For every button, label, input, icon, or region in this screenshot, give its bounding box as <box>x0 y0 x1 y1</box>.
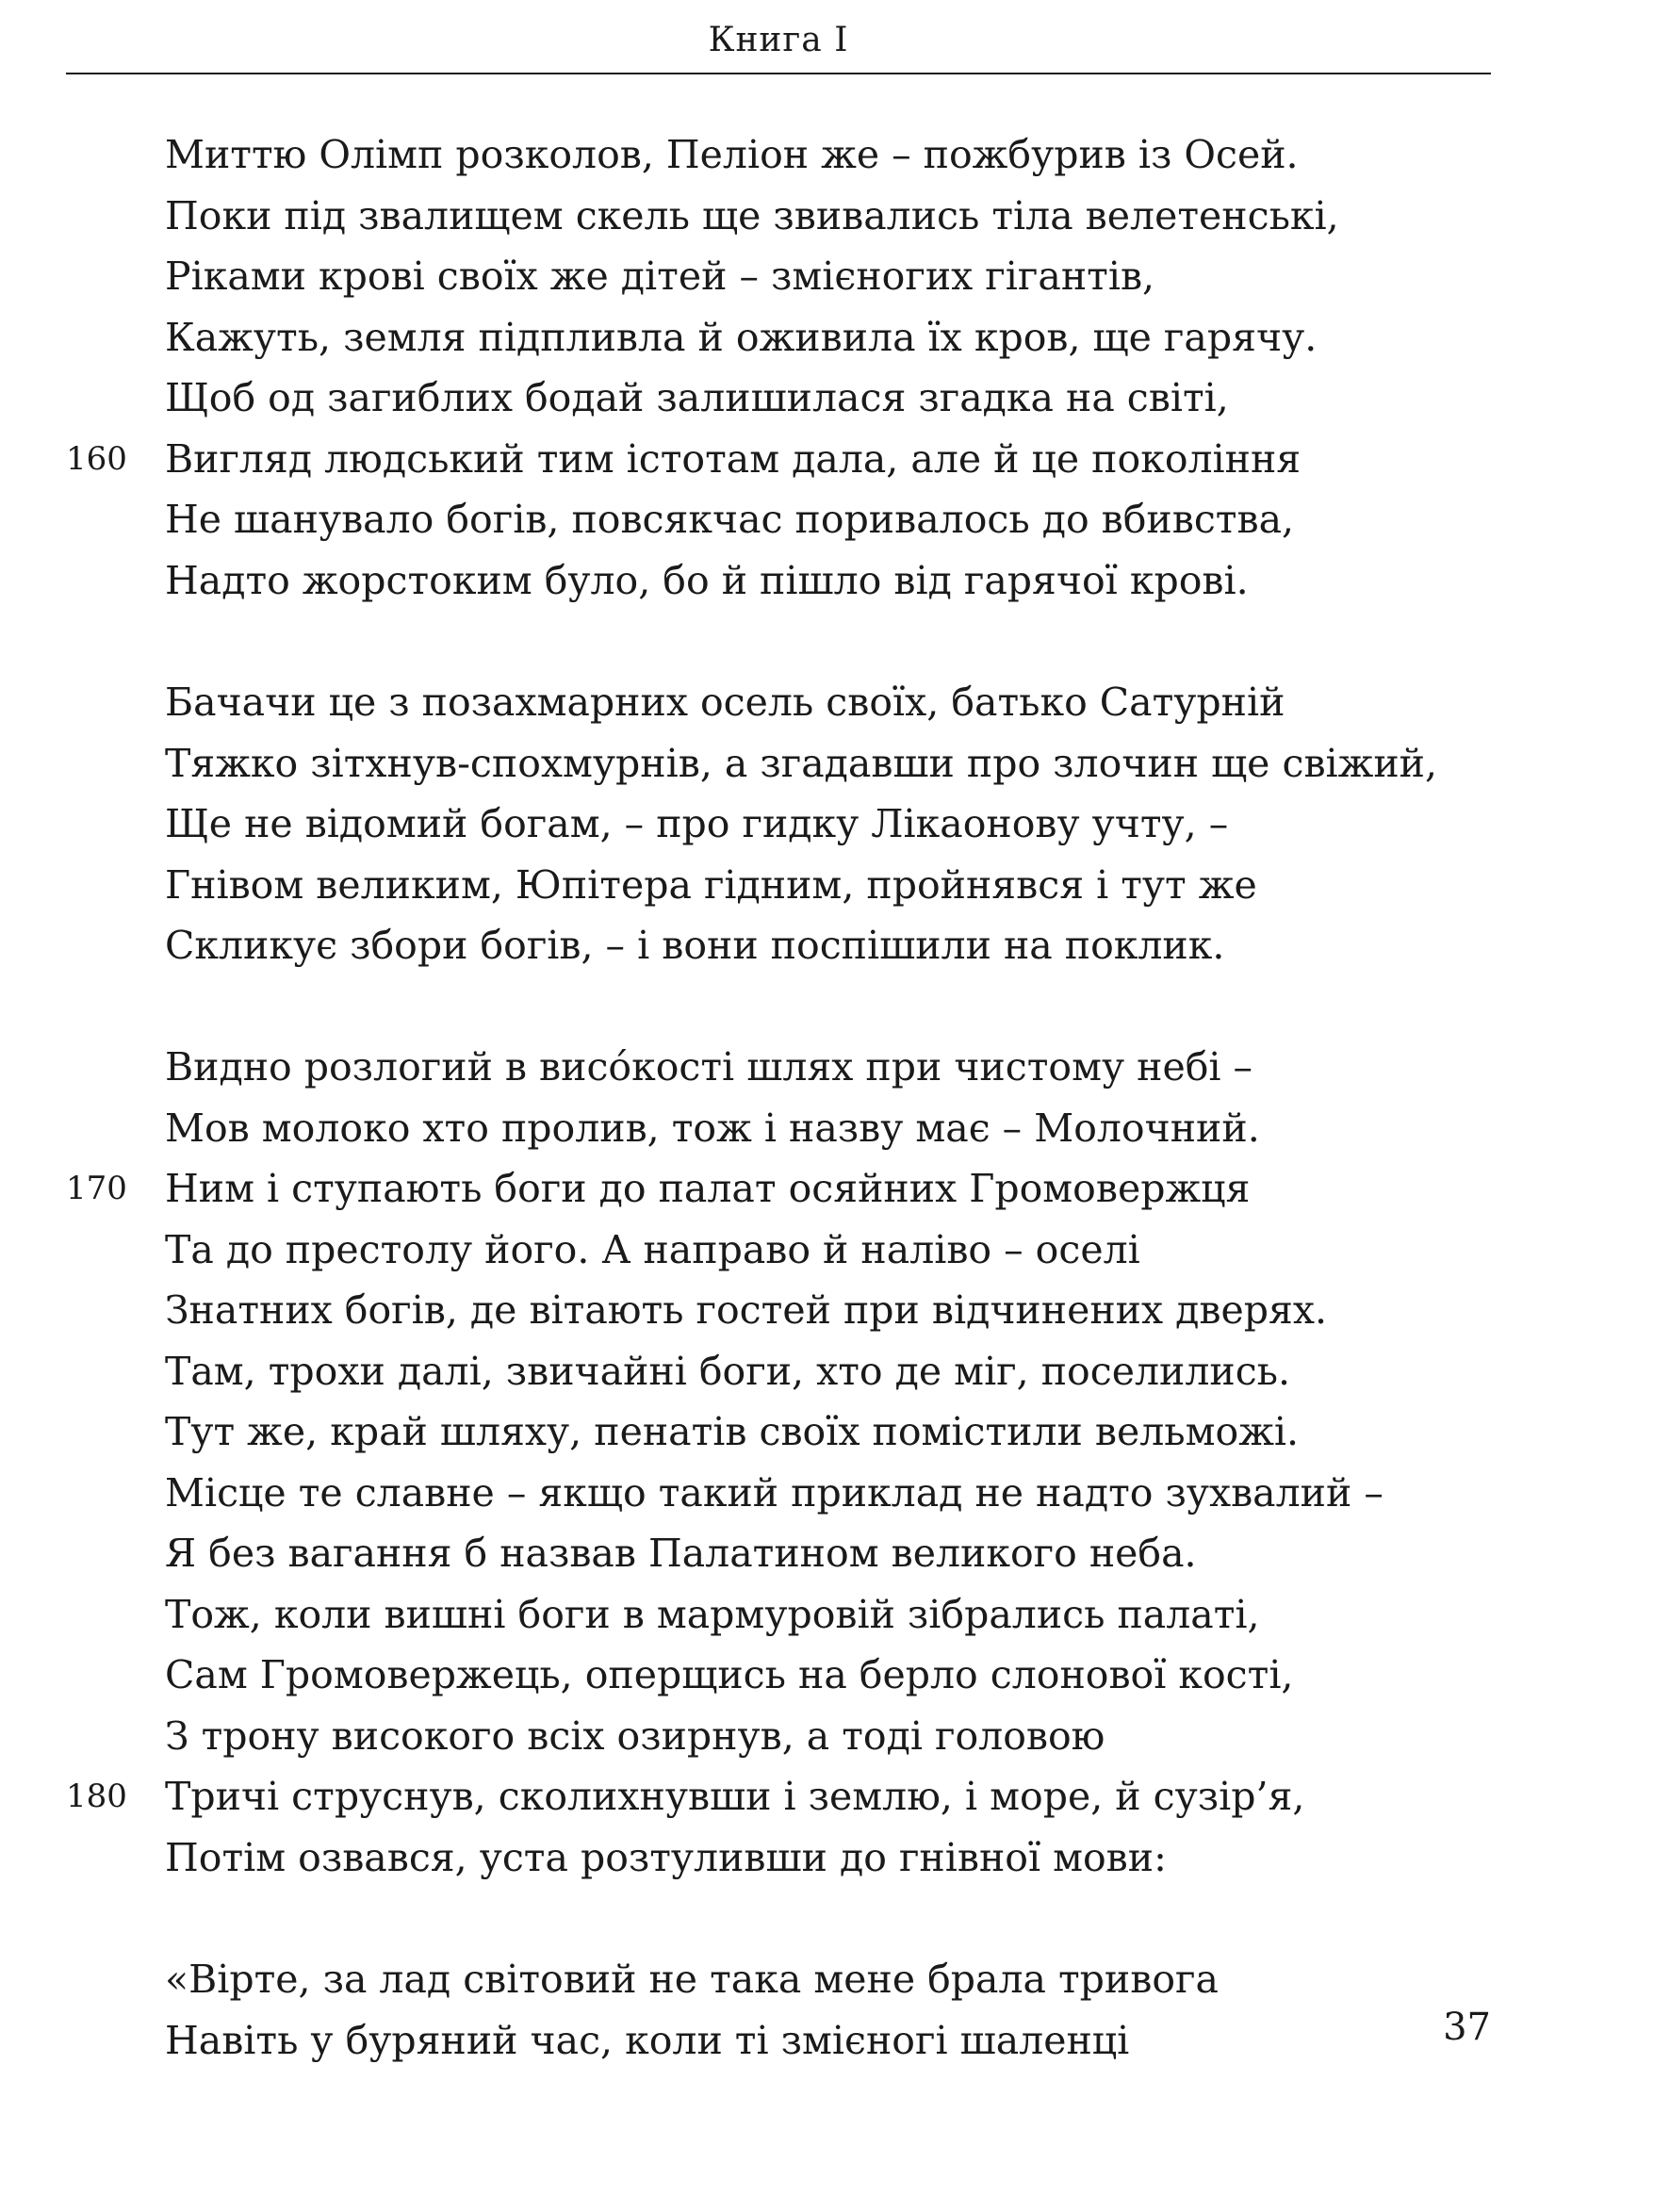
verse-line <box>0 550 1670 612</box>
verse-text: Та до престолу його. А направо й наліво – оселі <box>165 1226 1140 1272</box>
stanza-4 <box>0 1949 1670 2071</box>
header-rule <box>66 73 1491 74</box>
verse-text: Миттю Олімп розколов, Пеліон же – пожбурив із Осей. <box>165 132 1299 177</box>
verse-text: Ще не відомий богам, – про гидку Лікаонову учту, – <box>165 801 1229 846</box>
line-number: 180 <box>66 1778 127 1815</box>
verse-line <box>0 915 1670 976</box>
verse-line <box>0 124 1670 186</box>
stanza-2 <box>0 672 1670 976</box>
page-number: 37 <box>1443 2006 1491 2049</box>
verse-text: Там, трохи далі, звичайні боги, хто де міг, поселились. <box>165 1348 1291 1394</box>
verse-line <box>0 1463 1670 1524</box>
verse-text: Навіть у буряний час, коли ті змієногі шаленці <box>165 2017 1130 2063</box>
verse-text: Мов молоко хто пролив, тож і назву має – Молочний. <box>165 1105 1260 1151</box>
verse-text: Надто жорстоким було, бо й пішло від гарячої крові. <box>165 557 1249 603</box>
verse-line <box>0 1098 1670 1159</box>
verse-text: Гнівом великим, Юпітера гідним, пройнявся і тут же <box>165 861 1257 908</box>
verse-line <box>0 733 1670 795</box>
verse-line <box>0 1037 1670 1098</box>
verse-text: З трону високого всіх озирнув, а тоді головою <box>165 1712 1105 1759</box>
verse-line <box>0 1827 1670 1889</box>
line-number: 170 <box>66 1170 127 1207</box>
verse-line <box>0 855 1670 916</box>
verse-line <box>0 368 1670 429</box>
verse-line <box>0 307 1670 369</box>
verse-text: «Вірте, за лад світовий не така мене брала тривога <box>165 1957 1219 2002</box>
verse-text: Щоб од загиблих бодай залишилася згадка на світі, <box>165 375 1229 420</box>
verse-line <box>0 2010 1670 2072</box>
verse-line <box>0 1158 1670 1220</box>
verse-text: Я без вагання б назвав Палатином великого неба. <box>165 1531 1197 1576</box>
running-title: Книга І <box>708 21 849 59</box>
verse-line <box>0 1645 1670 1706</box>
stanza-3 <box>0 1037 1670 1888</box>
stanza-1 <box>0 124 1670 611</box>
verse-text: Тяжко зітхнув-спохмурнів, а згадавши про злочин ще свіжий, <box>165 740 1438 786</box>
verse-text: Вигляд людський тим істотам дала, але й це покоління <box>165 435 1302 482</box>
verse-text: Ним і ступають боги до палат осяйних Громовержця <box>165 1166 1251 1211</box>
verse-line <box>0 1523 1670 1584</box>
verse-text: Поки під звалищем скель ще звивались тіла велетенські, <box>165 192 1339 238</box>
verse-text: Тож, коли вишні боги в мармуровій зібрались палаті, <box>165 1591 1260 1637</box>
verse-text: Тут же, край шляху, пенатів своїх помістили вельможі. <box>165 1409 1300 1454</box>
verse-line <box>0 1584 1670 1646</box>
verse-text: Видно розлогий в висóкості шлях при чистому небі – <box>165 1044 1253 1090</box>
verse-text: Бачачи це з позахмарних осель своїх, батько Сатурній <box>165 680 1285 725</box>
verse-text: Скликує збори богів, – і вони поспішили на поклик. <box>165 923 1225 968</box>
verse-text: Потім озвався, уста розтуливши до гнівної мови: <box>165 1834 1167 1880</box>
verse-line <box>0 672 1670 733</box>
verse-text: Сам Громовержець, оперщись на берло слонової кості, <box>165 1652 1294 1697</box>
verse-line <box>0 1341 1670 1402</box>
verse-text: Місце те славне – якщо такий приклад не надто зухвалий – <box>165 1469 1383 1516</box>
verse-line <box>0 794 1670 855</box>
verse-line <box>0 1401 1670 1463</box>
line-number: 160 <box>66 439 127 478</box>
verse-text: Знатних богів, де вітають гостей при відчинених дверях. <box>165 1287 1328 1333</box>
verse-line <box>0 246 1670 307</box>
verse-line <box>0 1220 1670 1281</box>
verse-line <box>0 489 1670 550</box>
verse-text: Не шанувало богів, повсякчас поривалось до вбивства, <box>165 497 1295 542</box>
verse-line <box>0 1280 1670 1341</box>
verse-line <box>0 429 1670 490</box>
verse-text: Кажуть, земля підпливла й оживила їх кров, ще гарячу. <box>165 314 1318 360</box>
verse-line <box>0 1949 1670 2010</box>
verse-line <box>0 1706 1670 1767</box>
verse-text: Тричі струснув, сколихнувши і землю, і море, й сузір’я, <box>165 1774 1305 1819</box>
verse-line <box>0 186 1670 247</box>
verse-text: Ріками крові своїх же дітей – змієногих гігантів, <box>165 254 1155 299</box>
verse-line <box>0 1766 1670 1827</box>
